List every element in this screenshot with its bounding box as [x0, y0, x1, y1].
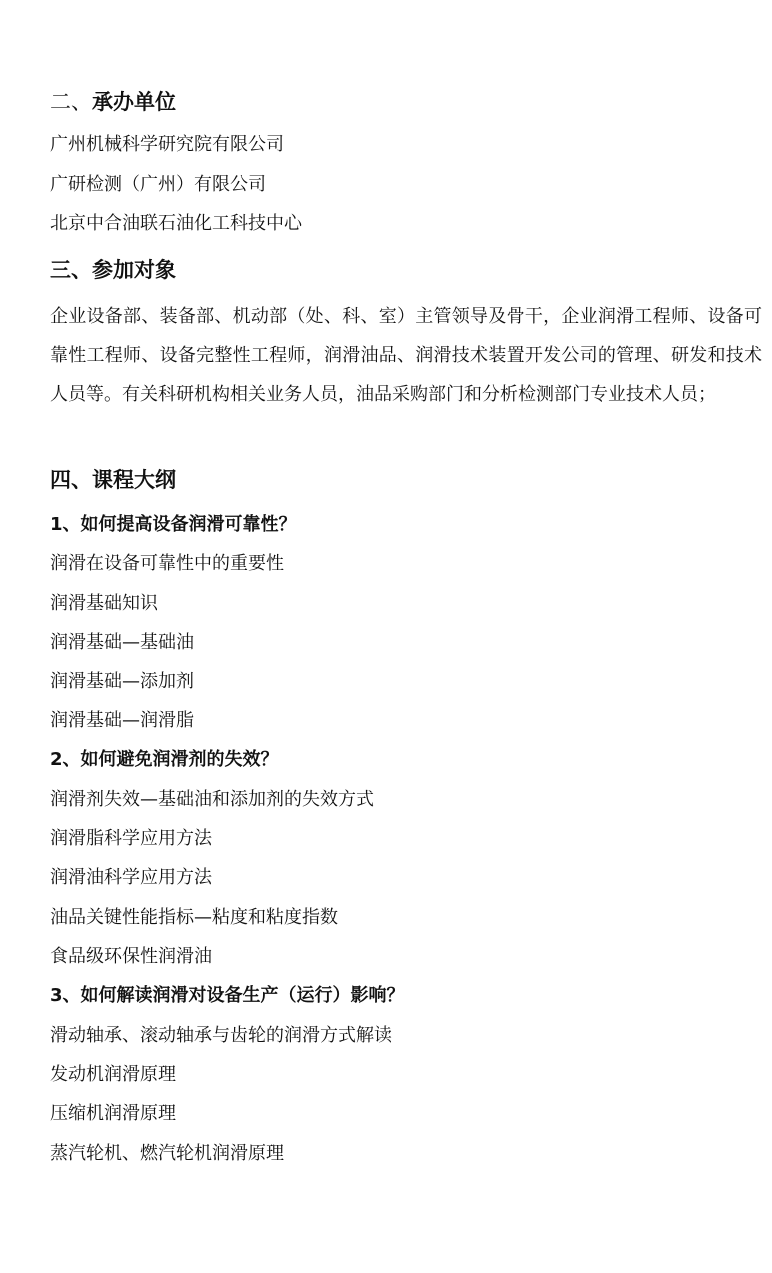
outline-item: 食品级环保性润滑油: [50, 946, 212, 967]
section-3-heading: 三、参加对象: [50, 258, 176, 282]
outline-item: 润滑基础—润滑脂: [50, 710, 194, 731]
outline-item: 压缩机润滑原理: [50, 1103, 176, 1124]
outline-item: 润滑剂失效—基础油和添加剂的失效方式: [50, 789, 374, 810]
section-2-heading: [50, 88, 176, 116]
organizer-item: 广研检测（广州）有限公司: [50, 174, 266, 195]
outline-item: 润滑基础—添加剂: [50, 671, 194, 692]
outline-group-heading: 3、如何解读润滑对设备生产（运行）影响？: [50, 985, 405, 1006]
section-3-paragraph: 企业设备部、装备部、机动部（处、科、室）主管领导及骨干，企业润滑工程师、设备可靠性工程师、设备完整性工程师，润滑油品、润滑技术装置开发公司的管理、研发和技术人员等。有关科研机构相关业务人员，油品采购部门和分析检测部门专业技术人员；: [50, 306, 762, 405]
outline-item: 润滑脂科学应用方法: [50, 828, 212, 849]
outline-item: 润滑油科学应用方法: [50, 867, 212, 888]
outline-item: 滑动轴承、滚动轴承与齿轮的润滑方式解读: [50, 1025, 392, 1046]
section-4-heading: 四、课程大纲: [50, 468, 176, 492]
outline-item: 发动机润滑原理: [50, 1064, 176, 1085]
organizer-item: 北京中合油联石油化工科技中心: [50, 213, 302, 234]
outline-item: 润滑在设备可靠性中的重要性: [50, 553, 284, 574]
outline-item: 润滑基础—基础油: [50, 632, 194, 653]
organizer-item: 广州机械科学研究院有限公司: [50, 134, 284, 155]
outline-item: 油品关键性能指标—粘度和粘度指数: [50, 907, 338, 928]
outline-item: 润滑基础知识: [50, 593, 158, 614]
outline-group-heading: 2、如何避免润滑剂的失效？: [50, 749, 279, 770]
section-2-number: 二、: [50, 90, 92, 114]
outline-group-heading: 1、如何提高设备润滑可靠性？: [50, 514, 297, 535]
outline-item: 蒸汽轮机、燃汽轮机润滑原理: [50, 1143, 284, 1164]
section-2-title: 承办单位: [92, 90, 176, 114]
